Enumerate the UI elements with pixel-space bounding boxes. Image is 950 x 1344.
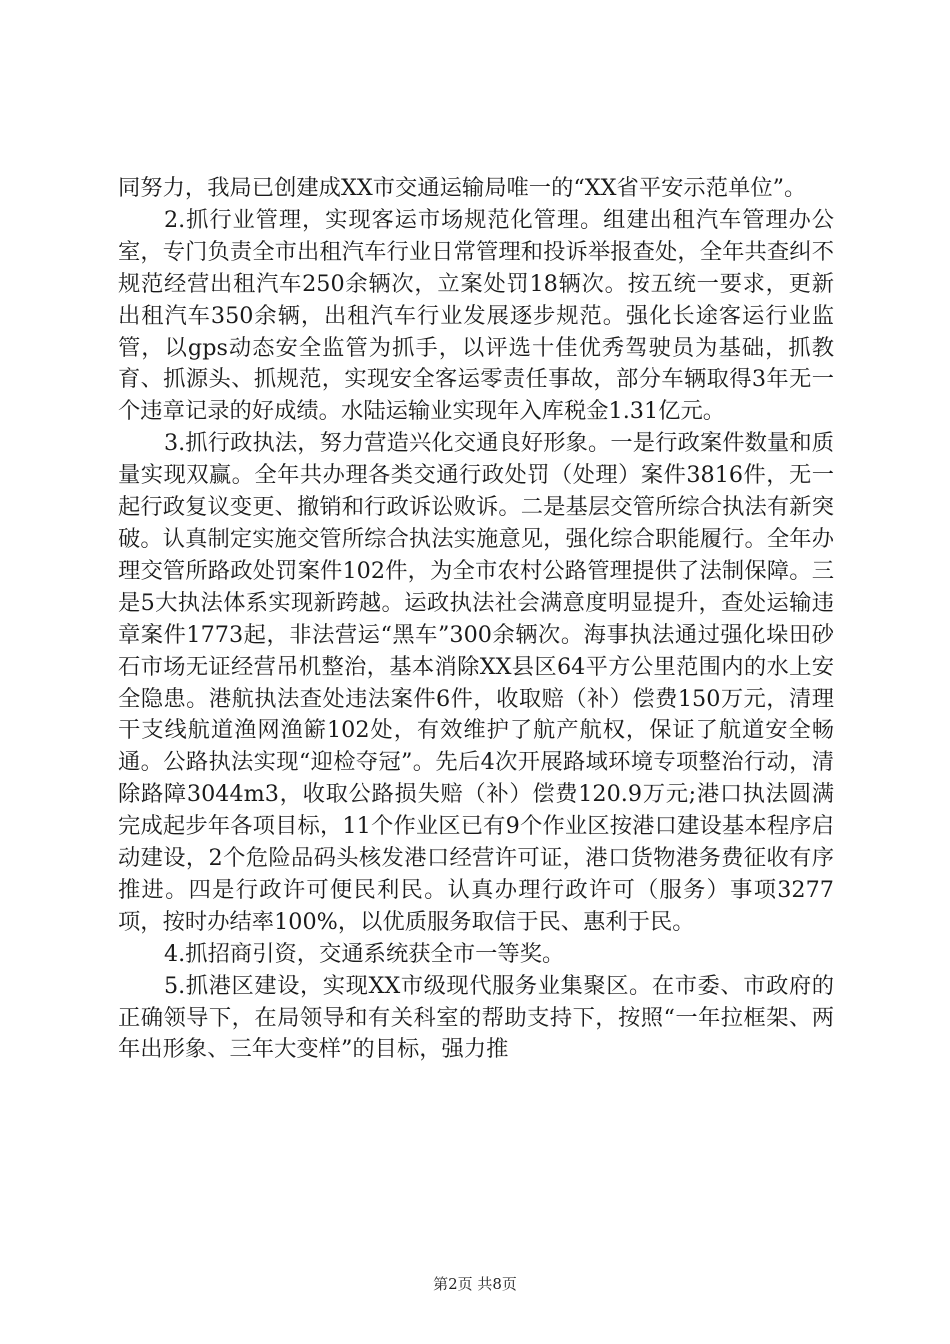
page-footer: 第2页 共8页 <box>433 1275 517 1293</box>
document-body <box>118 173 834 1066</box>
paragraph-investment-attraction: 4.抓招商引资，交通系统获全市一等奖。 <box>164 940 565 967</box>
paragraph-port-construction: 5.抓港区建设，实现XX市级现代服务业集聚区。在市委、市政府的正确领导下，在局领导和有关科室的帮助支持下，按照“一年拉框架、两年出形象、三年大变样”的目标，强力推 <box>118 972 834 1063</box>
paragraph-continuation: 同努力，我局已创建成XX市交通运输局唯一的“XX省平安示范单位”。 <box>118 175 807 201</box>
paragraph-administrative-enforcement: 3.抓行政执法，努力营造兴化交通良好形象。一是行政案件数量和质量实现双赢。全年共办理各类交通行政处罚（处理）案件3816件，无一起行政复议变更、撤销和行政诉讼败诉。二是基层交管所综合执法有新突破。认真制定实施交管所综合执法实施意见，强化综合职能履行。全年办理交管所路政处罚案件102件，为全市农村公路管理提供了法制保障。三是5大执法体系实现新跨越。运政执法社会满意度明显提升，查处运输违章案件1773起，非法营运“黑车”300余辆次。海事执法通过强化垛田砂石市场无证经营吊机整治，基本消除XX县区64平方公里范围内的水上安全隐患。港航执法查处违法案件6件，收取赔（补）偿费150万元，清理干支线航道渔网渔簖102处，有效维护了航产航权，保证了航道安全畅通。公路执法实现“迎检夺冠”。先后4次开展路域环境专项整治行动，清除路障3044m3，收取公路损失赔（补）偿费120.9万元;港口执法圆满完成起步年各项目标，11个作业区已有9个作业区按港口建设基本程序启动建设，2个危险品码头核发港口经营许可证，港口货物港务费征收有序推进。四是行政许可便民利民。认真办理行政许可（服务）事项3277项，按时办结率100%，以优质服务取信于民、惠利于民。 <box>118 430 834 935</box>
paragraph-industry-management: 2.抓行业管理，实现客运市场规范化管理。组建出租汽车管理办公室，专门负责全市出租汽车行业日常管理和投诉举报查处，全年共查纠不规范经营出租汽车250余辆次，立案处罚18辆次。按五统一要求，更新出租汽车350余辆，出租汽车行业发展逐步规范。强化长途客运行业监管，以gps动态安全监管为抓手，以评选十佳优秀驾驶员为基础，抓教育、抓源头、抓规范，实现安全客运零责任事故，部分车辆取得3年无一个违章记录的好成绩。水陆运输业实现年入库税金1.31亿元。 <box>118 206 834 425</box>
